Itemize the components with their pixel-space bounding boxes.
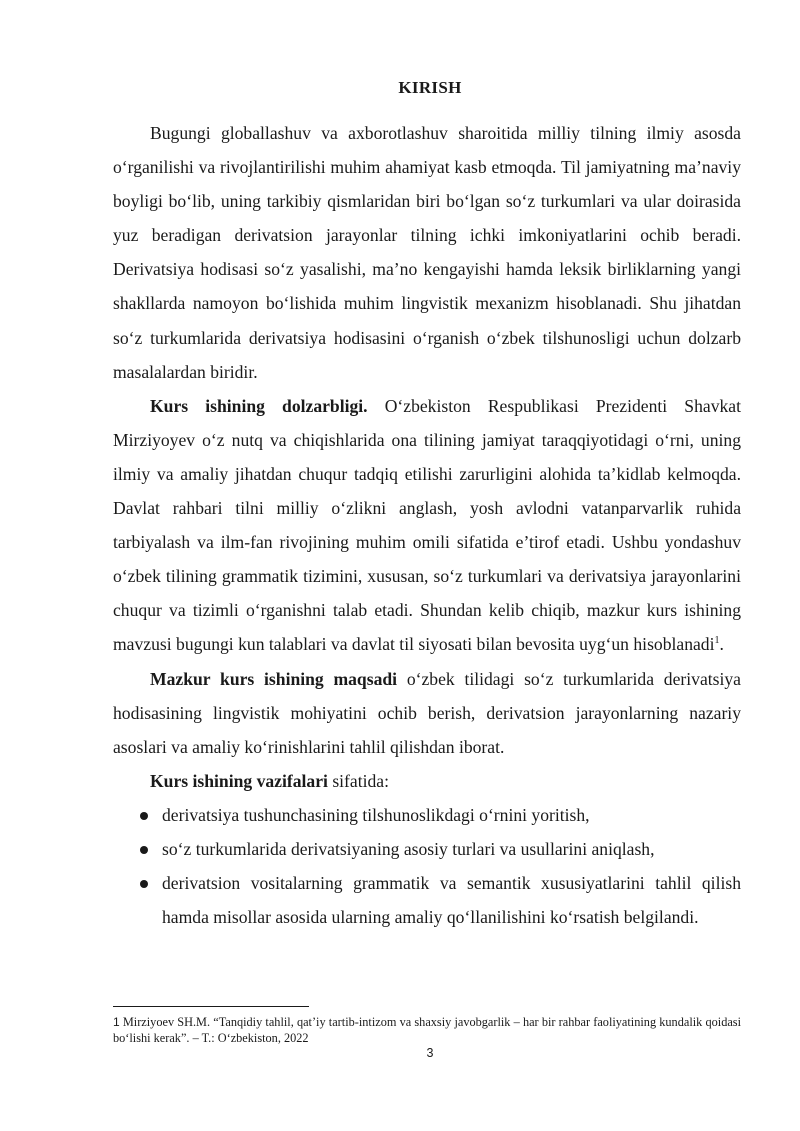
intro-paragraph: Bugungi globallashuv va axborotlashuv sharoitida milliy tilning ilmiy asosda o‘rganilishi va rivojlantirilishi muhim ahamiyat kasb etmoqda. Til jamiyatning ma’naviy boyligi bo‘lib, uning tarkibiy qismlaridan biri bo‘lgan so‘z turkumlari va ular doirasida yuz beradigan derivatsion jarayonlar tilning ichki imkoniyatlarini ochib beradi. Derivatsiya hodisasi so‘z yasalishi, ma’no kengayishi hamda leksik birliklarning yangi shakllarda namoyon bo‘lishida muhim lingvistik mexanizm hisoblanadi. Shu jihatdan so‘z turkumlarida derivatsiya hodisasini o‘rganish o‘zbek tilshunosligi uchun dolzarb masalalardan biridir.: [113, 123, 741, 382]
tasks-list: [113, 798, 741, 934]
list-item: [113, 798, 741, 832]
footnote-separator: [113, 1006, 309, 1007]
relevance-text: O‘zbekiston Respublikasi Prezidenti Shavkat Mirziyoyev o‘z nutq va chiqishlarida ona tilining jamiyat taraqqiyotidagi o‘rni, uning ilmiy va amaliy jihatdan chuqur tadqiq etilishi zarurligini alohida ta’kidlab kelmoqda. Davlat rahbari tilni milliy o‘zlikni anglash, yosh avlodni vatanparvarlik ruhida tarbiyalash va ilm-fan rivojining muhim omili sifatida e’tirof etadi. Ushbu yondashuv o‘zbek tilining grammatik tizimini, xususan, so‘z turkumlari va derivatsiya jarayonlarini chuqur va tizimli o‘rganishni talab etadi. Shundan kelib chiqib, mazkur kurs ishining mavzusi bugungi kun talablari va davlat til siyosati bilan bevosita uyg‘un hisoblanadi: [113, 395, 741, 655]
tasks-text: sifatida:: [327, 770, 389, 791]
relevance-heading: Kurs ishining dolzarbligi.: [150, 395, 368, 416]
purpose-paragraph: [113, 662, 741, 764]
list-item-text: so‘z turkumlarida derivatsiyaning asosiy turlari va usullarini aniqlash,: [162, 838, 655, 859]
bullet-icon: [140, 880, 148, 888]
footnote-reference[interactable]: 1: [714, 635, 720, 647]
relevance-paragraph: [113, 389, 741, 662]
bullet-icon: [140, 846, 148, 854]
list-item-text: derivatsiya tushunchasining tilshunoslikdagi o‘rnini yoritish,: [162, 804, 590, 825]
page-title: KIRISH: [398, 78, 462, 97]
list-item: [113, 866, 741, 934]
page-number: 3: [426, 1046, 434, 1060]
bullet-icon: [140, 812, 148, 820]
footnote-text: Mirziyoev SH.M. “Tanqidiy tahlil, qat’iy tartib-intizom va shaxsiy javobgarlik – har bir rahbar faoliyatining kundalik qoidasi bo‘lishi kerak”. – T.: O‘zbekiston, 2022: [113, 1015, 741, 1045]
tasks-intro: [113, 764, 741, 798]
list-item-text: derivatsion vositalarning grammatik va semantik xususiyatlarini tahlil qilish hamda misollar asosida ularning amaliy qo‘llanilishini ko‘rsatish belgilandi.: [162, 873, 741, 928]
document-body: [113, 116, 741, 934]
tasks-heading: Kurs ishining vazifalari: [150, 770, 328, 791]
relevance-end: .: [719, 634, 724, 655]
purpose-heading: Mazkur kurs ishining maqsadi: [150, 668, 398, 689]
footnote: [113, 1014, 741, 1046]
purpose-text: o‘zbek tilidagi so‘z turkumlarida derivatsiya hodisasining lingvistik mohiyatini ochib berish, derivatsion jarayonlarning nazariy asoslari va amaliy ko‘rinishlarini tahlil qilishdan iborat.: [113, 668, 741, 757]
footnote-number: 1: [113, 1015, 120, 1029]
list-item: [113, 832, 741, 866]
